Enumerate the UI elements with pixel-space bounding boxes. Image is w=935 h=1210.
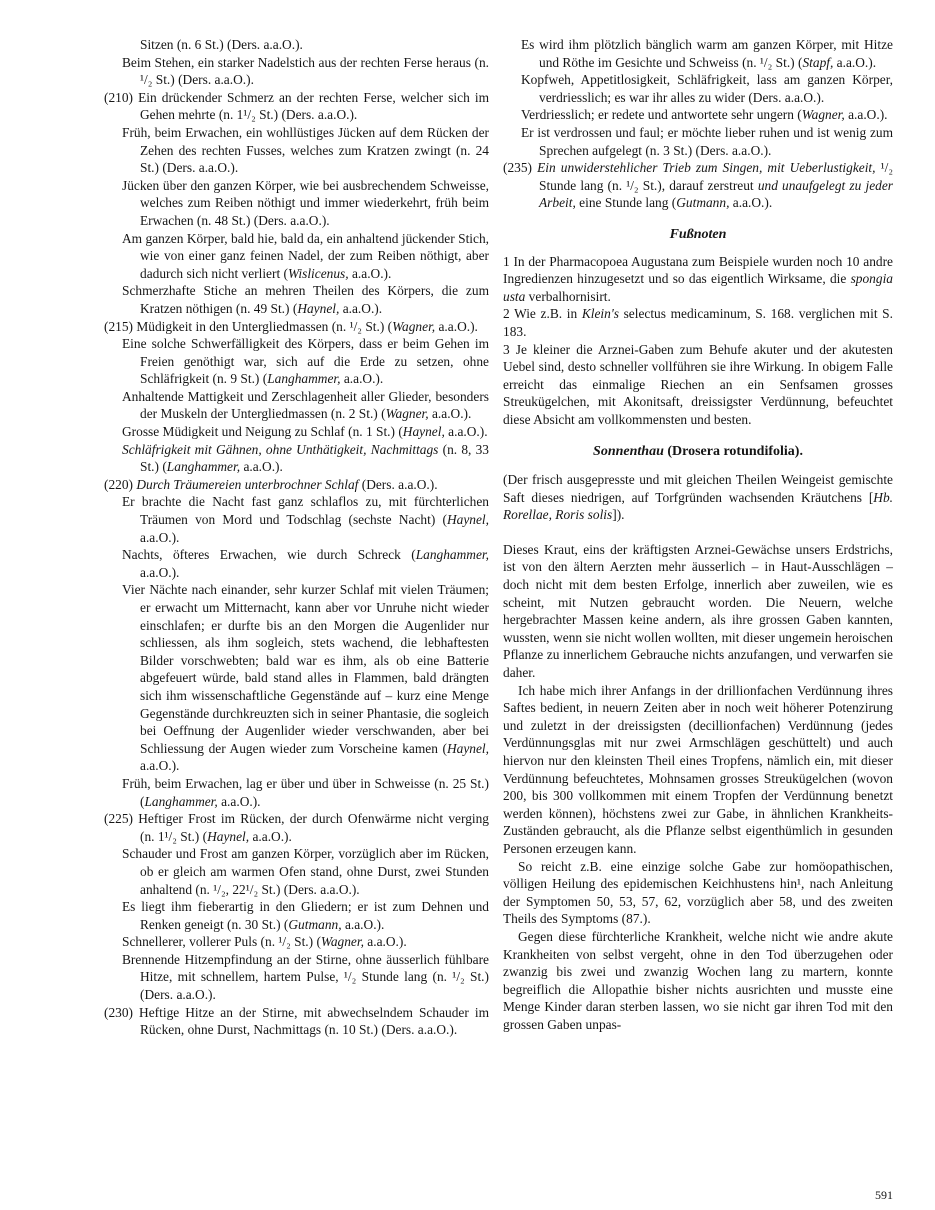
text-segment: Durch Träumereien unterbrochner Schlaf [136, 476, 359, 492]
text-segment: a.a.O.). [340, 371, 384, 387]
text-segment: eine Stunde lang ( [575, 195, 677, 211]
symptom-entry [104, 493, 489, 546]
text-segment: Anhaltende Mattigkeit und Zerschlagenheit aller Glieder, besonders der Muskeln der Untergliedmassen (n. 2 St.) ( [122, 388, 489, 422]
text-segment: a.a.O.). [341, 916, 385, 932]
text-segment: Sonnenthau [593, 444, 664, 460]
symptom-entry [104, 581, 489, 775]
text-segment: verbalhornisirt. [525, 288, 611, 304]
text-segment: 1 In der Pharmacopoea Augustana zum Beispiele wurden noch 10 andre Ingredienzen hinzugesetzt und so das eigentlich Wirksame, die [503, 253, 893, 287]
text-segment: (230) Heftige Hitze an der Stirne, mit abwechselndem Schauder im Rücken, ohne Durst, Nachmittags (n. 10 St.) (Ders. a.a.O.). [104, 1004, 489, 1038]
text-segment: 2 Wie z.B. in [503, 306, 582, 322]
text-segment: a.a.O.). [140, 564, 180, 580]
symptom-entry [104, 230, 489, 283]
text-segment: (210) Ein drückender Schmerz an der rechten Ferse, welcher sich im Gehen mehrte (n. 1¹/₂ St.) (Ders. a.a.O.). [104, 89, 489, 123]
text-segment: 3 Je kleiner die Arznei-Gaben zum Behufe akuter und der akutesten Uebel sind, desto schneller vollführen sie ihre Wirkung. In obigem Falle erreicht das einmalige Riechen an ein Senfsamen grosses Streukügelchen, mit Akonitsaft, dreissigster Verdünnung, befeuchtet diese Absicht am vollkommensten und besten. [503, 341, 893, 427]
symptom-entry [104, 898, 489, 933]
text-segment: Verdriesslich; er redete und antwortete sehr ungern ( [521, 107, 802, 123]
body-paragraph [503, 541, 893, 682]
text-segment: a.a.O.). [249, 828, 292, 844]
text-segment: Schnellerer, vollerer Puls (n. ¹/₂ St.) ( [122, 934, 321, 950]
footnote [503, 341, 893, 429]
text-segment: Es wird ihm plötzlich bänglich warm am ganzen Körper, mit Hitze und Röthe im Gesichte und Schweiss (n. ¹/₂ St.) ( [521, 37, 893, 70]
symptom-entry [503, 159, 893, 212]
text-segment: Schmerzhafte Stiche an mehren Theilen des Körpers, die zum Kratzen nöthigen (n. 49 St.) ( [122, 283, 489, 316]
text-segment: a.a.O.). [435, 318, 478, 334]
text-segment: Ich habe mich ihrer Anfangs in der drillionfachen Verdünnung ihres Saftes bedient, in neuern Zeiten aber in noch weit höherer Potenzirung und zuletzt in der dreissigsten (decillionfachen) Verdünnung (jedes Verdünnungsglas mit nur zwei Armschlägen geschüttelt) und auch hiervon nur den kleinsten Theil eines Tropfens, nämlich ein, mit dieser Verdünnung befeuchtetes, Mohnsamen grosses Streukügelchen (wovon 200, bis 300 vollkommen mit einem Tropfen der Verdünnung benetzt werden können), höchstens zwei zur Gabe, in ähnlichen Krankheits-Zuständen gebraucht, als die Pflanze selbst eigenthümlich in gesunden Personen erzeugen kann. [503, 682, 893, 856]
text-segment: a.a.O.). [729, 195, 773, 211]
text-segment: Früh, beim Erwachen, lag er über und über in Schweisse (n. 25 St.) ( [122, 775, 489, 809]
text-segment: ¹/₂ Stunde lang (n. ¹/₂ St.), darauf zerstreut [539, 160, 893, 193]
text-segment: Haynel, [402, 424, 445, 440]
symptom-entry [104, 54, 489, 89]
section-heading [503, 443, 893, 461]
text-segment: a.a.O.). [217, 793, 261, 809]
symptom-entry [104, 951, 489, 1004]
text-segment: Wagner, [320, 934, 364, 950]
text-segment: (215) Müdigkeit in den Untergliedmassen (n. ¹/₂ St.) ( [104, 318, 393, 334]
text-segment: Wagner, [392, 318, 436, 334]
symptom-entry [104, 810, 489, 845]
text-segment: Langhammer, [166, 459, 241, 475]
symptom-entry [104, 335, 489, 388]
text-segment: a.a.O.). [140, 758, 180, 774]
text-segment: Langhammer, [267, 371, 341, 387]
symptom-entry [104, 124, 489, 177]
text-segment: (225) Heftiger Frost im Rücken, der durch Ofenwärme nicht verging (n. 1¹/₂ St.) ( [104, 811, 489, 844]
text-segment: Schauder und Frost am ganzen Körper, vorzüglich aber im Rücken, ob er gleich am warmen Ofen stand, ohne Durst, zwei Stunden anhaltend (n. ¹/₂, 22¹/₂ St.) (Ders. a.a.O.). [122, 846, 489, 897]
text-segment: a.a.O.). [444, 424, 488, 440]
left-column [104, 36, 489, 1039]
text-segment: a.a.O.). [844, 107, 888, 123]
text-segment: Gegen diese fürchterliche Krankheit, welche nicht wie andre akute Krankheiten von selbst vergeht, ohne in den Tod überzugehen oder zwanzig bis zwei und zwanzig Wochen lang zu martern, konnte begreiflich die Allopathie bisher nichts ausrichten und musste eine Menge Kinder daran sterben lassen, wo sie nicht gar ihren Tod mit den grossen Gaben unpas- [503, 928, 893, 1032]
text-segment: Haynel, [297, 300, 340, 316]
text-segment: Es liegt ihm fieberartig in den Gliedern; er ist zum Dehnen und Renken geneigt (n. 30 St.) ( [122, 899, 489, 932]
text-segment: Haynel, [446, 740, 489, 756]
text-segment: Stapf, [802, 54, 834, 70]
text-segment: (Ders. a.a.O.). [358, 476, 438, 492]
text-segment: Wislicenus, [287, 265, 349, 281]
symptom-entry [104, 933, 489, 951]
text-segment: ]). [612, 507, 625, 523]
text-segment: Sitzen (n. 6 St.) (Ders. a.a.O.). [140, 37, 303, 52]
text-segment: Hb. Rorellae, Roris solis [503, 489, 893, 523]
text-segment: (Der frisch ausgepresste und mit gleichen Theilen Weingeist gemischte Saft dieses niedrigen, auf Torfgründen wachsenden Kräutchens [ [503, 472, 893, 505]
symptom-entry [503, 124, 893, 159]
right-column [503, 36, 893, 1039]
text-segment: (Drosera rotundifolia). [663, 444, 803, 460]
symptom-entry [503, 106, 893, 124]
footnote [503, 305, 893, 340]
symptom-entry [104, 441, 489, 476]
text-segment: Früh, beim Erwachen, ein wohllüstiges Jücken auf dem Rücken der Zehen des rechten Fusses, welches zum Kratzen zwingt (n. 24 St.) (Ders. a.a.O.). [122, 124, 489, 176]
text-segment: a.a.O.). [363, 934, 407, 950]
symptom-entry [104, 89, 489, 124]
text-segment: Nachts, öfteres Erwachen, wie durch Schreck ( [122, 547, 416, 563]
text-segment: spongia usta [503, 271, 893, 304]
symptom-entry [104, 282, 489, 317]
text-segment: Am ganzen Körper, bald hie, bald da, ein anhaltend jückender Stich, wie von einer ganz feinen Nadel, der zum Reiben nöthigt, aber dadurch sich nicht verliert ( [122, 230, 489, 281]
footnote [503, 253, 893, 306]
text-segment: Beim Stehen, ein starker Nadelstich aus der rechten Ferse heraus (n. ¹/₂ St.) (Ders. a.a.O.). [122, 54, 489, 88]
text-segment: Wagner, [801, 107, 845, 123]
text-segment: a.a.O.). [833, 54, 877, 70]
symptom-entry [104, 845, 489, 898]
footnotes-heading: Fußnoten [669, 226, 727, 242]
symptom-entry [104, 775, 489, 810]
text-segment: a.a.O.). [348, 265, 392, 281]
symptom-entry [104, 423, 489, 441]
text-segment: (n. 8, 33 St.) ( [140, 441, 489, 475]
symptom-entry [104, 177, 489, 230]
symptom-entry [104, 546, 489, 581]
text-segment: Vier Nächte nach einander, sehr kurzer Schlaf mit vielen Träumen; er erwacht um Mitternacht, kann aber vor Unruhe nicht wieder einschlafen; er durfte bis an den Morgen die Augenlider nur schliessen, als ihm sogleich, stets wachend, die lebhaftesten Bilder vorschwebten; bald war es ihm, als ob eine Batterie abgefeuert würde, bald stand alles in Flammen, bald drängten sich ihm wissenschaftliche Gegenstände auf – kurz eine Menge Gegenstände durchkreuzten sich in seiner Phantasie, die sogleich bei Oeffnung der Augenlider wieder verschwanden, aber bei Schliessung der Augen wieder zum Vorscheine kamen ( [122, 582, 489, 756]
body-paragraph [503, 858, 893, 928]
symptom-entry [104, 476, 489, 494]
body-paragraph [503, 682, 893, 858]
text-segment: Er ist verdrossen und faul; er möchte lieber ruhen und ist wenig zum Sprechen aufgelegt (n. 3 St.) (Ders. a.a.O.). [521, 124, 893, 158]
text-segment: a.a.O.). [240, 459, 283, 475]
text-segment: Haynel, [207, 828, 250, 844]
symptom-entry [104, 388, 489, 423]
right-column-entries [503, 36, 893, 212]
text-segment: Dieses Kraut, eins der kräftigsten Arznei-Gewächse unsers Erdstrichs, ist von den ältern Aerzten mehr äusserlich – in Haut-Ausschlägen – doch nicht mit dem besten Erfolge, innerlich aber zuweilen, wie es scheint, mit Nutzen gebraucht worden. Die Neuern, welche hergebrachter Massen keine andern, als ihre grossen Gaben kannten, wussten, wenn sie nicht wollen wollten, mit dieser ungemein heroischen Pflanze zu innerlichem Gebrauche nichts anzufangen, und verwarfen sie daher. [503, 541, 893, 680]
symptom-entry [503, 36, 893, 71]
text-segment: Jücken über den ganzen Körper, wie bei ausbrechendem Schweisse, welches zum Reiben nöthigt und immer wiederkehrt, früh beim Erwachen (n. 48 St.) (Ders. a.a.O.). [122, 177, 489, 228]
text-segment: selectus medicaminum, S. 168. verglichen mit S. 183. [503, 306, 893, 339]
text-segment: a.a.O.). [428, 406, 472, 422]
body-paragraph [503, 471, 893, 524]
symptom-entry [104, 1004, 489, 1039]
symptom-entry [104, 318, 489, 336]
text-segment: Ein unwiderstehlicher Trieb zum Singen, mit Ueberlustigkeit, [537, 160, 876, 176]
text-segment: Kopfweh, Appetitlosigkeit, Schläfrigkeit, lass am ganzen Körper, verdriesslich; es war ihr alles zu wider (Ders. a.a.O.). [521, 72, 893, 105]
text-segment: Eine solche Schwerfälligkeit des Körpers, dass er beim Gehen im Freien genöthigt war, sich auf die Erde zu setzen, ohne Schläfrigkeit (n. 9 St.) ( [122, 336, 489, 387]
text-segment: Wagner, [385, 406, 429, 422]
text-segment: (220) [104, 476, 137, 492]
text-segment: (235) [503, 160, 538, 176]
text-segment: Gutmann, [676, 195, 730, 211]
text-segment: a.a.O.). [140, 529, 180, 545]
text-segment: a.a.O.). [339, 300, 383, 316]
text-segment: Grosse Müdigkeit und Neigung zu Schlaf (n. 1 St.) ( [122, 424, 403, 440]
text-segment: Brennende Hitzempfindung an der Stirne, ohne äusserlich fühlbare Hitze, mit schnellem, hartem Pulse, ¹/₂ Stunde lang (n. ¹/₂ St.) (Ders. a.a.O.). [122, 951, 489, 1003]
text-segment: Langhammer, [415, 547, 489, 563]
text-segment: Klein's [581, 306, 619, 322]
text-segment: Schläfrigkeit mit Gähnen, ohne Unthätigkeit, Nachmittags [122, 441, 439, 457]
symptom-entry [503, 71, 893, 106]
text-segment: Er brachte die Nacht fast ganz schlaflos zu, mit fürchterlichen Träumen von Mord und Todschlag (sechste Nacht) ( [122, 494, 489, 528]
page-number: 591 [875, 1188, 893, 1202]
text-segment: So reicht z.B. eine einzige solche Gabe zur homöopathischen, völligen Heilung des epidemischen Keichhustens hin¹, nach Anleitung der Symptomen 50, 53, 57, 62, vorzüglich aber 58, und des zweiten Theils des Symptoms (87.). [503, 858, 893, 927]
text-segment: und unaufgelegt zu jeder Arbeit, [539, 177, 893, 211]
text-segment: Haynel, [446, 512, 489, 528]
text-segment: Gutmann, [288, 916, 342, 932]
footnotes-block [503, 253, 893, 429]
body-paragraph [503, 928, 893, 1034]
section-paragraphs [503, 471, 893, 1033]
symptom-entry [104, 36, 489, 54]
text-segment: Langhammer, [144, 793, 218, 809]
